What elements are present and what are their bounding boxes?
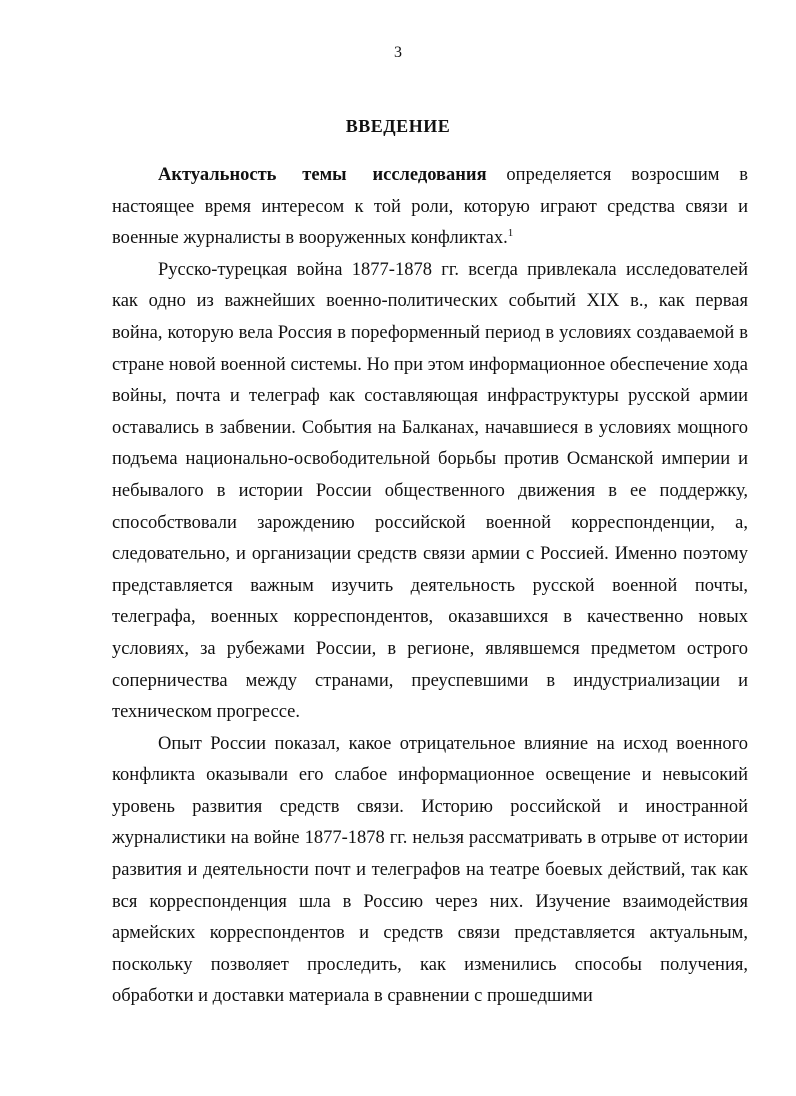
footnote-marker: 1 [507, 227, 514, 240]
paragraph-russia-experience: Опыт России показал, какое отрицательное влияние на исход военного конфликта оказывали его слабое информационное освещение и невысокий уровень развития средств связи. Историю российской и иностранной журналистики на войне 1877-1878 гг. нельзя рассматривать в отрыве от истории развития и деятельности почт и телеграфов на театре боевых действий, так как вся корреспонденция шла в Россию через них. Изучение взаимодействия армейских корреспондентов и средств связи представляется актуальным, поскольку позволяет проследить, как изменились способы получения, обработки и доставки материала в сравнении с прошедшими [112, 733, 748, 1007]
paragraph-lead: Актуальность темы исследования [158, 165, 487, 185]
section-heading: ВВЕДЕНИЕ [345, 116, 451, 136]
paragraph-relevance [112, 160, 748, 255]
page-number: 3 [394, 44, 402, 61]
paragraph-text: определяется возросшим в настоящее время интересом к той роли, которую играют средства связи и военные журналисты в вооруженных конфликтах. [112, 165, 748, 249]
paragraph-war-context: Русско-турецкая война 1877-1878 гг. всегда привлекала исследователей как одно из важнейших военно-политических событий XIX в., как первая война, которую вела Россия в пореформенный период в условиях создаваемой в стране новой военной системы. Но при этом информационное обеспечение хода войны, почта и телеграф как составляющая инфраструктуры русской армии оставались в забвении. События на Балканах, начавшиеся в условиях мощного подъема национально-освободительной борьбы против Османской империи и небывалого в истории России общественного движения в ее поддержку, способствовали зарождению российской военной корреспонденции, а, следовательно, и организации средств связи армии с Россией. Именно поэтому представляется важным изучить деятельность русской военной почты, телеграфа, военных корреспондентов, оказавшихся в качественно новых условиях, за рубежами России, в регионе, являвшемся предметом острого соперничества между странами, преуспевшими в индустриализации и техническом прогрессе. [112, 259, 748, 723]
body-text [112, 160, 748, 1013]
